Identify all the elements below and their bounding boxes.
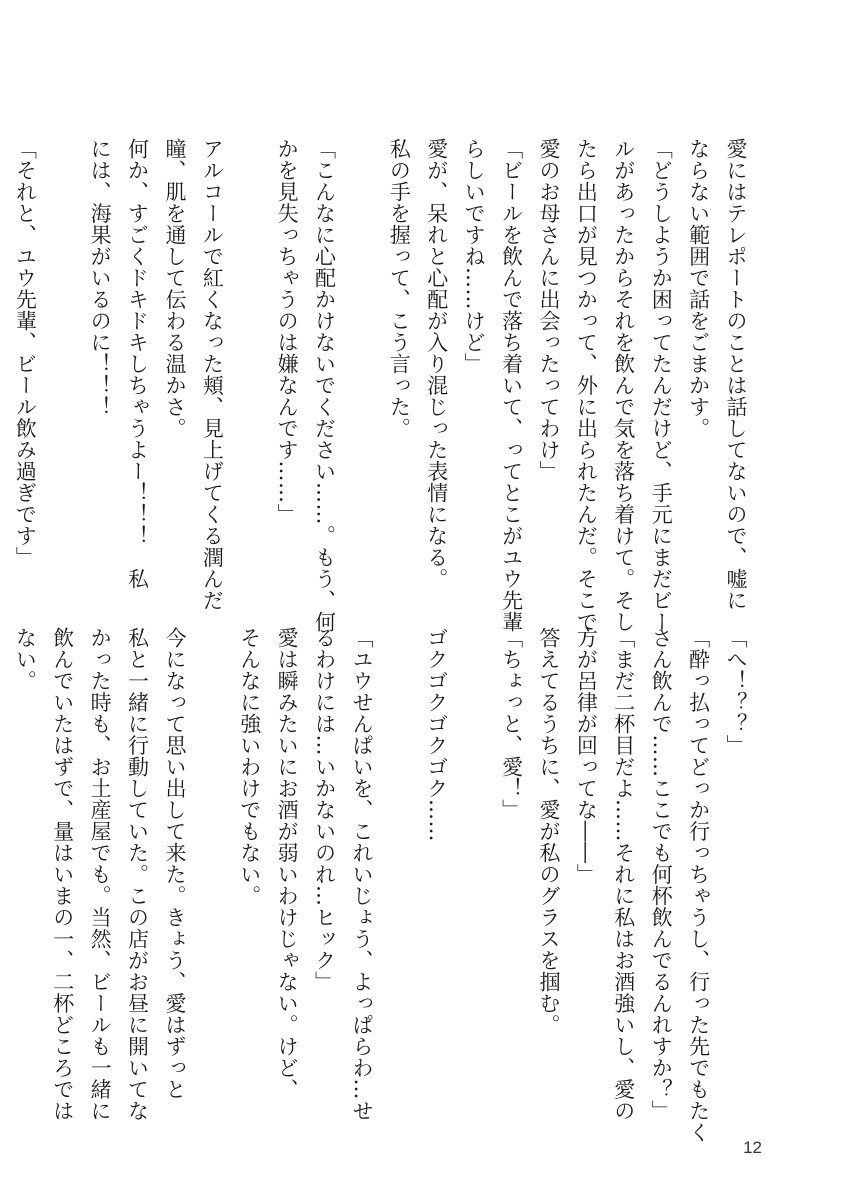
text-line: るわけには…いかないのれ…ヒック」 <box>312 627 337 993</box>
page-number: 12 <box>743 1138 762 1157</box>
text-line: 瞳、肌を通して伝わる温かさ。 <box>162 138 187 439</box>
text-line: さん飲んで……ここでも何杯飲んでるんれすか？」 <box>649 627 674 1122</box>
text-line: 愛は瞬みたいにお酒が弱いわけじゃない。けど、 <box>275 627 300 1100</box>
text-line: ならない範囲で話をごまかす。 <box>686 138 711 439</box>
upper-text-block <box>6 138 754 633</box>
text-line: たら出口が見つかって、外に出られたんだ。そこで <box>574 138 599 633</box>
text-line: 今になって思い出して来た。きょう、愛はずっと <box>162 627 187 1100</box>
text-line: 愛のお母さんに出会ったってわけ」 <box>536 138 561 482</box>
text-line: アルコールで紅くなった頬、見上げてくる潤んだ <box>200 138 225 611</box>
text-line: 「ユウせんぱいを、これいじょう、よっぱらわ…せ <box>349 627 374 1122</box>
text-line: 「酔っ払ってどっか行っちゃうし、行った先でもたく <box>686 627 711 1143</box>
text-line: 「それと、ユウ先輩、ビール飲み過ぎです」 <box>13 138 38 568</box>
text-line: 何か、すごくドキドキしちゃうよー！！！ 私 <box>125 138 150 590</box>
blank-line <box>43 138 80 578</box>
text-line: 「ちょっと、愛！」 <box>499 627 524 821</box>
text-line: 答えてるうちに、愛が私のグラスを掴む。 <box>536 627 561 1036</box>
text-line: かった時も、お土産屋でも。当然、ビールも一緒に <box>88 627 113 1122</box>
text-line: 愛が、呆れと心配が入り混じった表情になる。 <box>424 138 449 590</box>
text-line: 「まだ二杯目だよ……それに私はお酒強いし、愛の <box>611 627 636 1122</box>
blank-line <box>455 627 492 1067</box>
blank-line <box>380 627 417 1067</box>
text-line: ない。 <box>13 627 38 692</box>
text-line: かを見失っちゃうのは嫌なんです……」 <box>275 138 300 525</box>
lower-text-block <box>6 627 754 1143</box>
text-line: ゴクゴクゴクゴク…… <box>424 627 449 842</box>
text-line: らしいですね……けど」 <box>462 138 487 375</box>
blank-line <box>193 627 230 1067</box>
text-line: には、海果がいるのに！！！ <box>88 138 113 418</box>
blank-line <box>230 138 267 578</box>
text-line: 「どうしようか困ってたんだけど、手元にまだビー <box>649 138 674 633</box>
text-line: 「ビールを飲んで落ち着いて、ってとこがユウ先輩 <box>499 138 524 633</box>
blank-line <box>343 138 380 578</box>
text-line: ルがあったからそれを飲んで気を落ち着けて。そし <box>611 138 636 633</box>
text-line: 飲んでいたはずで、量はいまの一、二杯どころでは <box>50 627 75 1122</box>
text-line: 「へ！？？」 <box>724 627 748 756</box>
text-line: 「こんなに心配かけないでください……。もう、何 <box>312 138 337 633</box>
text-line: 方が呂律が回ってな――」 <box>574 627 599 885</box>
text-line: そんなに強いわけでもない。 <box>237 627 262 907</box>
text-line: 愛にはテレポートのことは話してないので、嘘に <box>724 138 748 611</box>
text-line: 私の手を握って、こう言った。 <box>387 138 412 439</box>
text-line: 私と一緒に行動していた。この店がお昼に開いてな <box>125 627 150 1122</box>
